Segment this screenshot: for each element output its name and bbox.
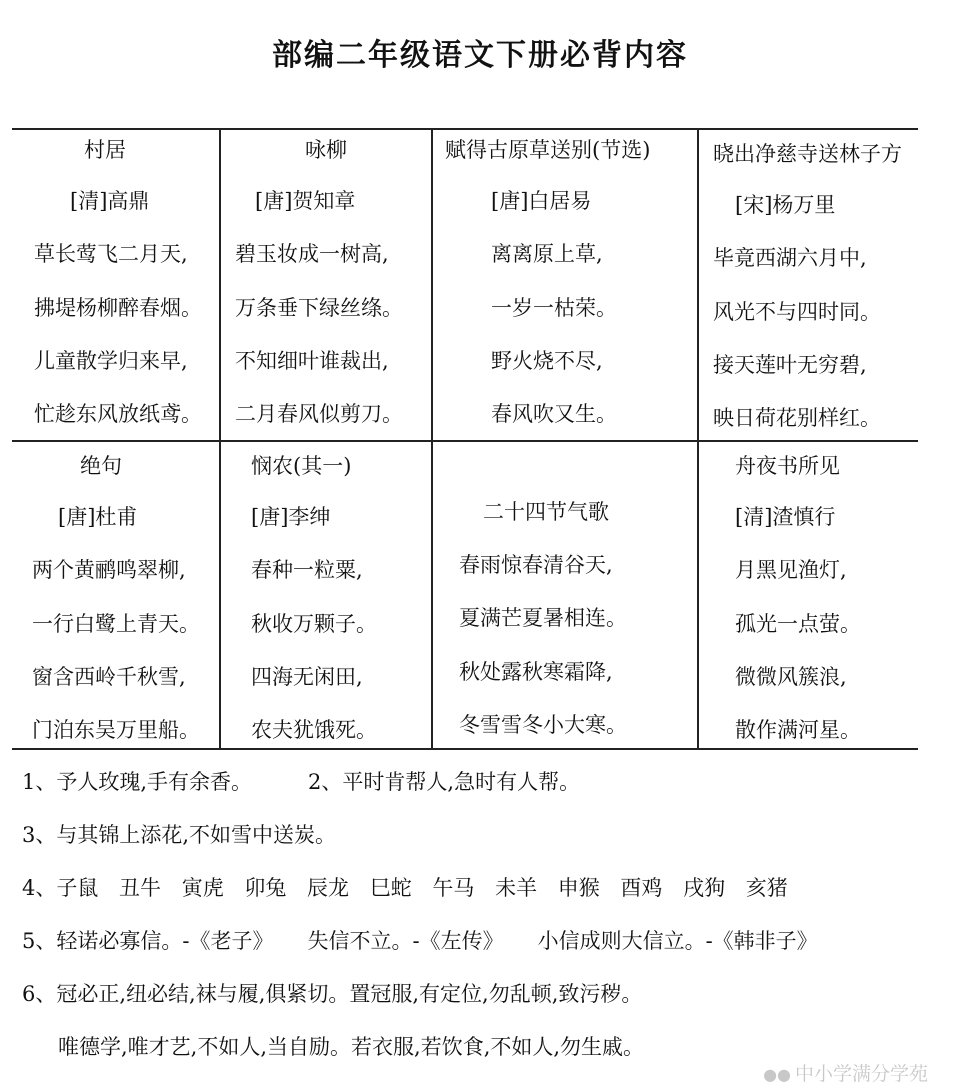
saying-5b: 失信不立。-《左传》 [307, 929, 504, 953]
watermark [763, 1059, 928, 1086]
poem-line: 春风吹又生。 [491, 401, 617, 426]
poem-author: [唐]白居易 [491, 189, 592, 214]
saying-row [22, 823, 818, 876]
zodiac-row [22, 876, 818, 929]
saying-6a: 6、冠必正,纽必结,袜与履,俱紧切。置冠服,有定位,勿乱顿,致污秽。 [22, 982, 643, 1006]
poem-line: 毕竟西湖六月中, [713, 246, 867, 271]
poem-line: 接天莲叶无穷碧, [713, 352, 867, 377]
poem-table [12, 128, 918, 750]
poem-title: 赋得古原草送别(节选) [445, 138, 651, 162]
poem-title: 二十四节气歌 [483, 500, 609, 524]
poem-cell-jieqige [432, 441, 698, 749]
poem-line: 微微风簇浪, [735, 664, 847, 689]
poem-line: 一行白鹭上青天。 [32, 611, 200, 636]
poem-title: 村居 [84, 138, 126, 162]
poem-line: 散作满河星。 [735, 717, 861, 742]
saying-5a: 5、轻诺必寡信。-《老子》 [22, 929, 274, 953]
poem-cell-cunju [12, 129, 220, 441]
poem-line: 两个黄鹂鸣翠柳, [32, 558, 186, 583]
saying-4: 4、子鼠 丑牛 寅虎 卯兔 辰龙 巳蛇 午马 未羊 申猴 酉鸡 戌狗 亥猪 [22, 876, 788, 900]
poem-line: 映日荷花别样红。 [713, 405, 881, 430]
poem-title: 悯农(其一) [251, 454, 352, 478]
saying-5c: 小信成则大信立。-《韩非子》 [537, 929, 818, 953]
saying-2: 2、平时肯帮人,急时有人帮。 [308, 770, 581, 794]
poem-author: [清]高鼎 [70, 189, 150, 214]
poem-cell-xiaochujingcisi [698, 129, 918, 441]
poem-line: 农夫犹饿死。 [251, 717, 377, 742]
saying-1: 1、予人玫瑰,手有余香。 [22, 770, 253, 794]
poem-line: 儿童散学归来早, [34, 348, 188, 373]
poem-line: 孤光一点萤。 [735, 611, 861, 636]
poem-line: 风光不与四时同。 [713, 299, 881, 324]
poem-line: 野火烧不尽, [491, 348, 603, 373]
poem-line: 秋处露秋寒霜降, [459, 659, 613, 684]
poem-line: 忙趁东风放纸鸢。 [34, 401, 202, 426]
poem-line: 夏满芒夏暑相连。 [459, 606, 627, 631]
poem-author: [宋]杨万里 [735, 193, 836, 218]
poem-cell-fudeguyuancao [432, 129, 698, 441]
poem-title: 绝句 [80, 454, 122, 478]
page-title: 部编二年级语文下册必背内容 [272, 38, 688, 73]
poem-author: [唐]李绅 [251, 505, 331, 530]
poem-line: 草长莺飞二月天, [34, 242, 188, 267]
poem-line: 月黑见渔灯, [735, 558, 847, 583]
poem-line: 二月春风似剪刀。 [235, 401, 403, 426]
poem-line: 万条垂下绿丝绦。 [235, 295, 403, 320]
sayings-section [22, 770, 818, 1088]
poem-title: 舟夜书所见 [735, 454, 840, 478]
poem-line: 一岁一枯荣。 [491, 295, 617, 320]
watermark-text: 中小学满分学苑 [794, 1063, 928, 1085]
poem-line: 冬雪雪冬小大寒。 [459, 712, 627, 737]
poem-line: 春种一粒粟, [251, 558, 363, 583]
poem-author: [唐]贺知章 [255, 189, 356, 214]
poem-title: 晓出净慈寺送林子方 [713, 142, 902, 166]
poem-line: 门泊东吴万里船。 [32, 717, 200, 742]
poem-cell-zhouyeshusuojian [698, 441, 918, 749]
saying-row [22, 929, 818, 982]
saying-6b: 唯德学,唯才艺,不如人,当自励。若衣服,若饮食,不如人,勿生戚。 [58, 1035, 645, 1059]
poem-line: 秋收万颗子。 [251, 611, 377, 636]
saying-3: 3、与其锦上添花,不如雪中送炭。 [22, 823, 337, 847]
wechat-icon: ●● [763, 1065, 791, 1084]
poem-cell-minnong [220, 441, 432, 749]
poem-author: [清]渣慎行 [735, 505, 836, 530]
dizigui-row [22, 982, 818, 1035]
poem-line: 春雨惊春清谷天, [459, 553, 613, 578]
poem-cell-jueju [12, 441, 220, 749]
poem-line: 窗含西岭千秋雪, [32, 664, 186, 689]
poem-title: 咏柳 [305, 138, 347, 162]
poem-cell-yongliu [220, 129, 432, 441]
saying-row [22, 770, 818, 823]
poem-line: 四海无闲田, [251, 664, 363, 689]
poem-line: 不知细叶谁裁出, [235, 348, 389, 373]
poem-line: 离离原上草, [491, 242, 603, 267]
dizigui-row [22, 1035, 818, 1088]
poem-line: 拂堤杨柳醉春烟。 [34, 295, 202, 320]
poem-author: [唐]杜甫 [58, 505, 138, 530]
poem-line: 碧玉妆成一树高, [235, 242, 389, 267]
